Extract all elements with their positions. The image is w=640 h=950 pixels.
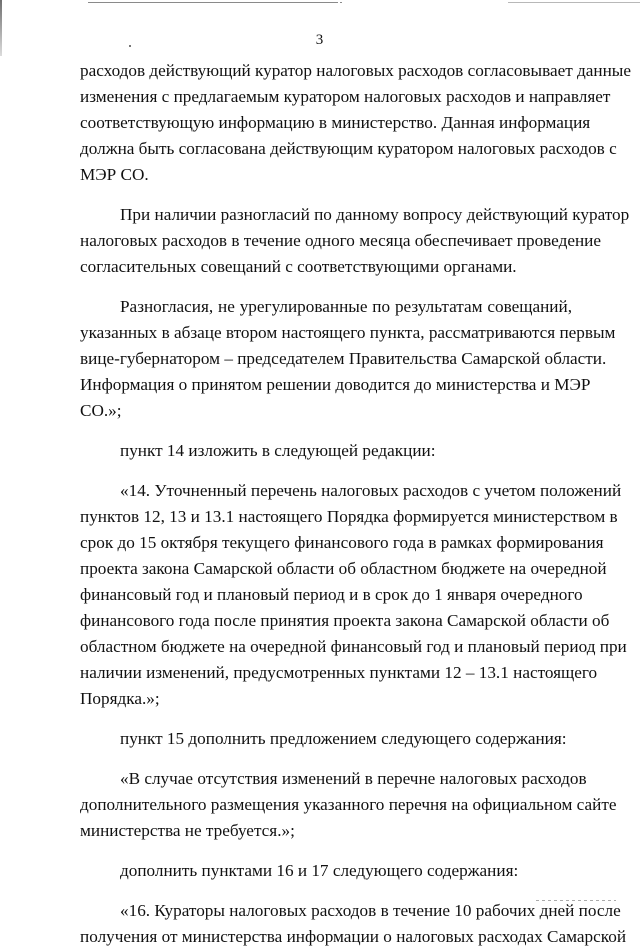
text-line: изменения с предлагаемым куратором налоговых расходов и направляет: [80, 87, 611, 106]
text-line: налоговых расходов в течение одного месяца обеспечивает проведение: [80, 231, 601, 250]
text-line: «16. Кураторы налоговых расходов в течение 10 рабочих дней после: [120, 901, 621, 920]
text-line: пункт 14 изложить в следующей редакции:: [120, 441, 436, 460]
text-line: указанных в абзаце втором настоящего пункта, рассматриваются первым: [80, 323, 616, 342]
paragraph: [80, 438, 572, 464]
paragraph-gap: [80, 752, 572, 766]
text-line: расходов действующий куратор налоговых расходов согласовывает данные: [80, 61, 631, 80]
paragraph-gap: [80, 464, 572, 478]
document-body: [80, 58, 631, 950]
text-line: пункт 15 дополнить предложением следующего содержания:: [120, 729, 567, 748]
paragraph: [80, 726, 572, 752]
text-line: Информация о принятом решении доводится до министерства и МЭР: [80, 375, 591, 394]
text-line: дополнить пунктами 16 и 17 следующего содержания:: [120, 861, 519, 880]
paragraph-gap: [80, 884, 572, 898]
scan-top-tick: [340, 2, 342, 3]
text-line: При наличии разногласий по данному вопросу действующий куратор: [120, 205, 630, 224]
text-line: «14. Уточненный перечень налоговых расходов с учетом положений: [120, 481, 622, 500]
text-line: СО.»;: [80, 401, 122, 420]
paragraph: [80, 898, 627, 950]
scan-bottom-mark: [536, 900, 616, 901]
text-line: дополнительного размещения указанного перечня на официальном сайте: [80, 795, 617, 814]
text-line: соответствующую информацию в министерство. Данная информация: [80, 113, 591, 132]
paragraph: [80, 202, 630, 280]
text-line: срок до 15 октября текущего финансового года в рамках формирования: [80, 533, 604, 552]
text-line: получения от министерства информации о налоговых расходах Самарской: [80, 927, 627, 946]
paragraph-gap: [80, 712, 572, 726]
scan-top-line-right: [508, 2, 640, 3]
text-line: министерства не требуется.»;: [80, 821, 295, 840]
paragraph-gap: [80, 844, 572, 858]
text-line: пунктов 12, 13 и 13.1 настоящего Порядка формируется министерством в: [80, 507, 618, 526]
page-number: 3: [315, 32, 325, 48]
text-line: согласительных совещаний с соответствующими органами.: [80, 257, 517, 276]
paragraph: [80, 858, 572, 884]
paragraph: [80, 294, 616, 424]
scan-top-line: [88, 2, 338, 3]
text-line: «В случае отсутствия изменений в перечне налоговых расходов: [120, 769, 587, 788]
text-line: областном бюджете на очередной финансовый год и плановый период при: [80, 637, 627, 656]
paragraph-gap: [80, 188, 572, 202]
text-line: проекта закона Самарской области об областном бюджете на очередной: [80, 559, 607, 578]
text-line: Порядка.»;: [80, 689, 160, 708]
text-line: должна быть согласована действующим куратором налоговых расходов с: [80, 139, 617, 158]
paragraph: [80, 58, 631, 188]
paragraph: [80, 478, 627, 712]
paragraph: [80, 766, 617, 844]
paragraph-gap: [80, 280, 572, 294]
text-line: Разногласия, не урегулированные по результатам совещаний,: [120, 297, 572, 316]
text-line: финансового года после принятия проекта закона Самарской области об: [80, 611, 610, 630]
text-line: наличии изменений, предусмотренных пунктами 12 – 13.1 настоящего: [80, 663, 598, 682]
text-line: МЭР СО.: [80, 165, 149, 184]
paragraph-gap: [80, 424, 572, 438]
text-line: вице-губернатором – председателем Правительства Самарской области.: [80, 349, 607, 368]
text-line: финансовый год и плановый период и в срок до 1 января очередного: [80, 585, 583, 604]
